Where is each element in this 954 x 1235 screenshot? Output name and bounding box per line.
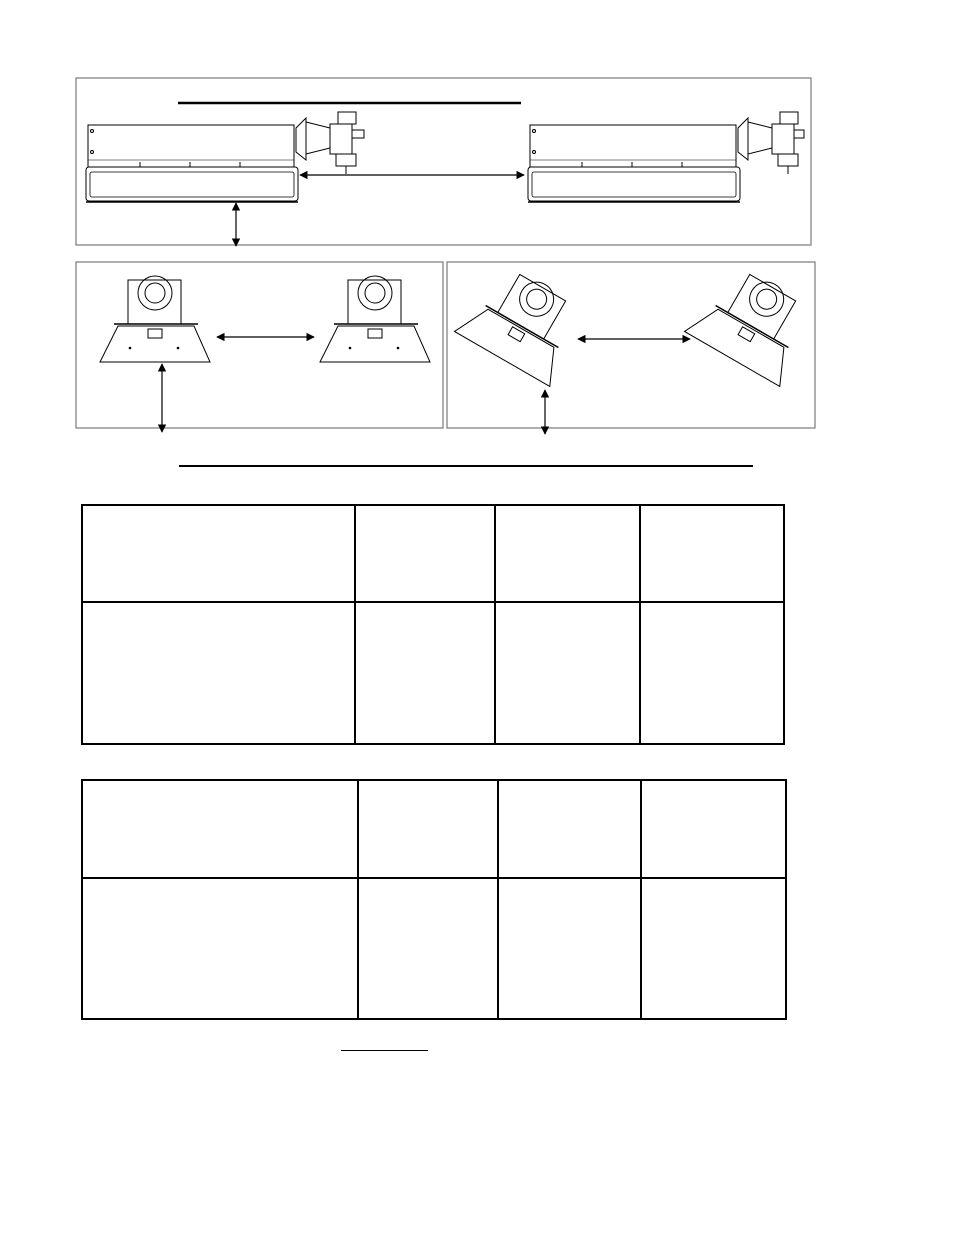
table-cell [640, 602, 784, 744]
table-cell [82, 780, 358, 878]
table-header-row [82, 780, 786, 878]
table-cell [358, 878, 498, 1019]
bottom-right-panel [447, 257, 823, 434]
table-row [82, 878, 786, 1019]
table-cell [355, 505, 495, 602]
table-row [82, 602, 784, 744]
table-cell [498, 878, 641, 1019]
table-cell [640, 505, 784, 602]
heater-side-right [528, 112, 804, 202]
table-cell [495, 505, 640, 602]
top-panel [76, 78, 811, 246]
footnote-rule [341, 1050, 428, 1051]
table-header-row [82, 505, 784, 602]
table-cell [358, 780, 498, 878]
heater-side-left [86, 112, 364, 202]
table-cell [641, 878, 786, 1019]
heater-tilted-left [455, 257, 593, 386]
table-cell [82, 602, 355, 744]
heater-end-right [320, 276, 430, 362]
table-cell [495, 602, 640, 744]
clearance-diagram [0, 0, 954, 440]
bottom-left-panel [76, 262, 443, 432]
table-cell [82, 505, 355, 602]
section-title-rule [179, 465, 753, 467]
table-cell [355, 602, 495, 744]
clearance-table-2 [81, 779, 787, 1020]
clearance-table-1 [81, 504, 785, 745]
table-cell [82, 878, 358, 1019]
heater-tilted-right [685, 257, 823, 386]
table-cell [641, 780, 786, 878]
heater-end-left [100, 276, 210, 362]
table-cell [498, 780, 641, 878]
